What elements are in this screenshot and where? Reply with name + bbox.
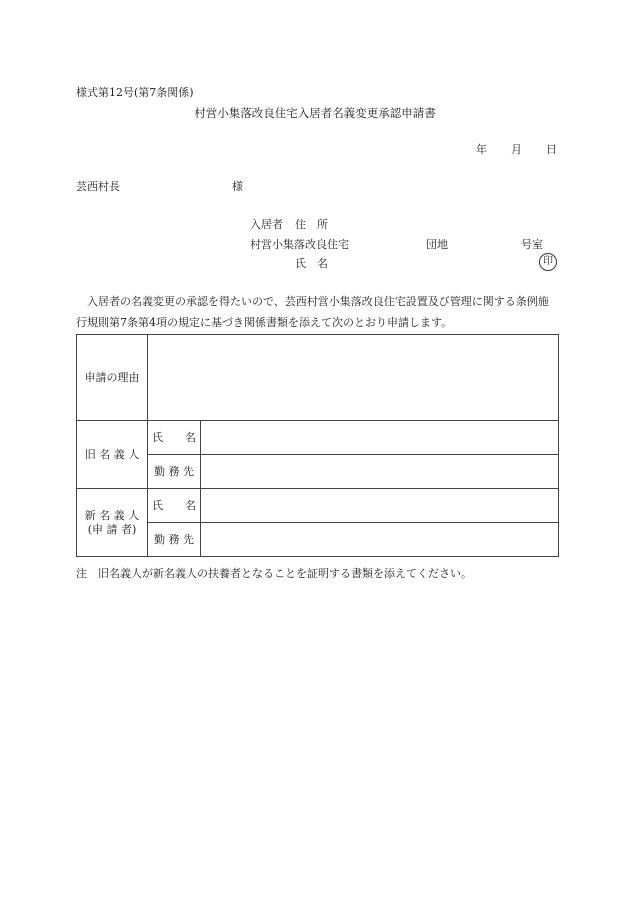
new-holder-name-label: 氏 名 <box>148 489 201 523</box>
new-holder-name-row <box>77 489 559 523</box>
footnote: 注 旧名義人が新名義人の扶養者となることを証明する書類を添えてください。 <box>76 567 472 580</box>
seal-mark-icon: 印 <box>539 253 557 271</box>
old-holder-workplace-label: 勤 務 先 <box>148 455 201 489</box>
addressee-honorific: 様 <box>232 180 243 193</box>
reason-label: 申請の理由 <box>77 335 148 421</box>
reason-field[interactable] <box>148 335 559 421</box>
new-holder-workplace-field[interactable] <box>201 523 559 557</box>
form-number: 様式第12号(第7条関係) <box>76 86 194 99</box>
body-text: 入居者の名義変更の承認を得たいので、芸西村営小集落改良住宅設置及び管理に関する条例施行規則第7条第4項の規定に基づき関係書類を添えて次のとおり申請します。 <box>76 295 549 329</box>
date-day-label: 日 <box>546 143 557 156</box>
old-holder-name-field[interactable] <box>201 421 559 455</box>
body-paragraph <box>76 291 558 333</box>
room-number-label: 号室 <box>521 238 543 251</box>
date-year-label: 年 <box>476 143 487 156</box>
new-holder-label: 新 名 義 人 <box>84 509 140 523</box>
date-month-label: 月 <box>511 143 522 156</box>
document-title: 村営小集落改良住宅入居者名義変更承認申請書 <box>194 106 436 120</box>
old-holder-workplace-row <box>77 455 559 489</box>
danchi-label: 団地 <box>426 238 448 251</box>
resident-label: 入居者 <box>250 218 283 231</box>
new-holder-sublabel: (申 請 者) <box>87 522 137 536</box>
reason-row <box>77 335 559 421</box>
old-holder-label: 旧 名 義 人 <box>77 421 148 489</box>
new-holder-label-cell <box>77 489 148 557</box>
new-holder-workplace-row <box>77 523 559 557</box>
old-holder-workplace-field[interactable] <box>201 455 559 489</box>
housing-complex-label: 村営小集落改良住宅 <box>250 238 349 251</box>
old-holder-name-row <box>77 421 559 455</box>
new-holder-name-field[interactable] <box>201 489 559 523</box>
address-label: 住 所 <box>295 218 328 231</box>
applicant-name-label: 氏 名 <box>295 257 328 270</box>
new-holder-workplace-label: 勤 務 先 <box>148 523 201 557</box>
old-holder-name-label: 氏 名 <box>148 421 201 455</box>
addressee-name: 芸西村長 <box>76 180 120 193</box>
application-table <box>76 334 559 557</box>
